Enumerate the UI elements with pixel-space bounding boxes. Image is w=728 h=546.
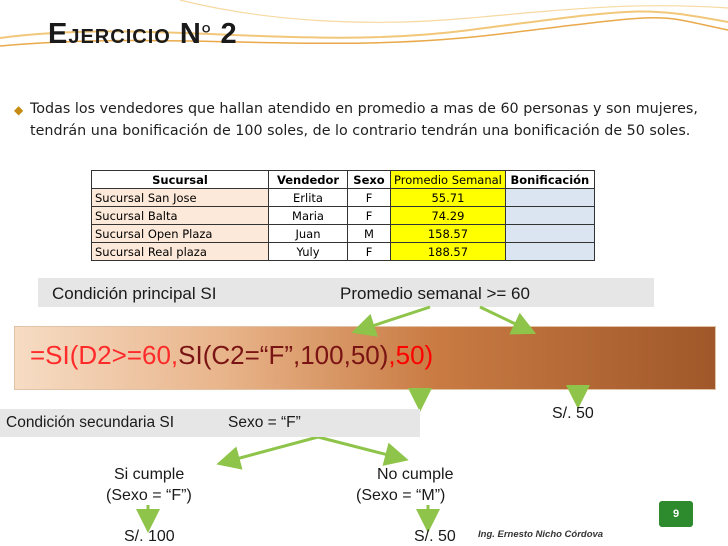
table-row (92, 243, 595, 261)
result-100: S/. 100 (124, 528, 175, 545)
si-cumple-condition: (Sexo = “F”) (106, 487, 192, 504)
table-row (92, 189, 595, 207)
cell-bonificacion (505, 189, 594, 207)
cell-bonificacion (505, 207, 594, 225)
cell-promedio: 55.71 (391, 189, 506, 207)
result-50-bottom: S/. 50 (414, 528, 456, 545)
cell-promedio: 188.57 (391, 243, 506, 261)
no-cumple-label: No cumple (377, 466, 454, 483)
author-credit: Ing. Ernesto Nicho Córdova (478, 529, 604, 540)
slide-title: Ejercicio $N^o$ 2 (48, 18, 238, 50)
si-cumple-label: Si cumple (114, 466, 185, 483)
header-promedio: Promedio Semanal (391, 171, 506, 189)
cell-vendedor: Maria (269, 207, 348, 225)
secondary-condition-expression: Sexo = “F” (228, 414, 301, 431)
cell-sucursal: Sucursal Open Plaza (92, 225, 269, 243)
exercise-description: Todas los vendedores que hallan atendido en promedio a mas de 60 personas y son mujeres, tendrán una bonificación de 100 soles, de lo contrario tendrán una bonificación de 50 soles. (30, 101, 698, 139)
page-number-badge: 9 (659, 501, 693, 527)
formula-text: =SI(D2>=60,SI(C2=“F”,100,50),50) (30, 340, 434, 370)
cell-bonificacion (505, 243, 594, 261)
sales-table (91, 170, 595, 261)
cell-sexo: F (348, 243, 391, 261)
main-condition-expression: Promedio semanal >= 60 (340, 284, 530, 303)
header-bonificacion: Bonificación (505, 171, 594, 189)
header-sexo: Sexo (348, 171, 391, 189)
cell-sucursal: Sucursal Balta (92, 207, 269, 225)
secondary-condition-label: Condición secundaria SI (6, 414, 175, 431)
cell-vendedor: Erlita (269, 189, 348, 207)
cell-promedio: 74.29 (391, 207, 506, 225)
main-condition-label: Condición principal SI (52, 284, 217, 303)
table-header-row (92, 171, 595, 189)
bullet-icon: ◆ (14, 103, 24, 117)
arrow-to-no-cumple (318, 437, 400, 458)
table-row (92, 225, 595, 243)
cell-vendedor: Yuly (269, 243, 348, 261)
header-sucursal: Sucursal (92, 171, 269, 189)
no-cumple-condition: (Sexo = “M”) (356, 487, 446, 504)
cell-sexo: M (348, 225, 391, 243)
cell-sexo: F (348, 189, 391, 207)
cell-bonificacion (505, 225, 594, 243)
cell-sucursal: Sucursal San Jose (92, 189, 269, 207)
cell-sucursal: Sucursal Real plaza (92, 243, 269, 261)
header-vendedor: Vendedor (269, 171, 348, 189)
table-row (92, 207, 595, 225)
arrow-to-si-cumple (225, 437, 318, 462)
cell-vendedor: Juan (269, 225, 348, 243)
cell-promedio: 158.57 (391, 225, 506, 243)
cell-sexo: F (348, 207, 391, 225)
result-50-top: S/. 50 (552, 405, 594, 422)
